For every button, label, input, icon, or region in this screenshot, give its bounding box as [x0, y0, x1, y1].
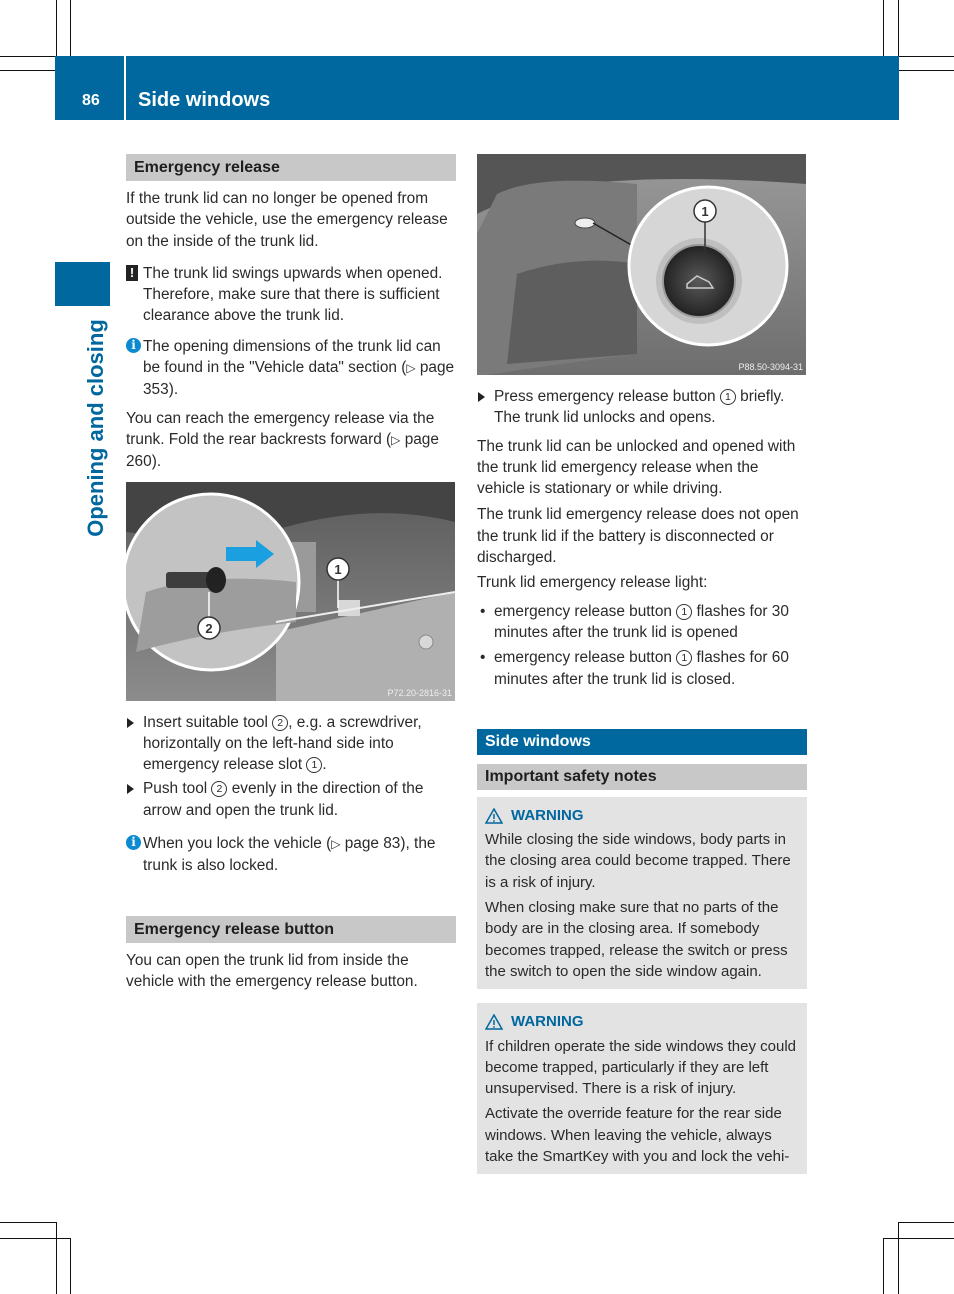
bullet-icon: • — [480, 649, 486, 667]
caution-text: The trunk lid swings upwards when opened. Therefore, make sure that there is sufficient clearance above the trunk lid. — [143, 264, 443, 325]
callout-1-ref: 1 — [720, 389, 736, 405]
crop-mark — [0, 70, 56, 71]
warning-label: WARNING — [511, 806, 584, 824]
crop-mark — [883, 0, 884, 56]
chapter-tab — [55, 262, 110, 306]
trunk-release-slot-photo — [126, 482, 455, 701]
page-reference-link[interactable]: page 260 — [126, 430, 439, 471]
page-title: Side windows — [138, 89, 271, 111]
list-item: • emergency release button 1 flashes for 60 minutes after the trunk lid is closed. — [480, 649, 789, 688]
step-arrow-icon — [478, 392, 485, 402]
section-heading-side-windows: Side windows — [477, 729, 807, 755]
crop-mark — [56, 0, 57, 56]
warning-header — [485, 805, 799, 826]
caution-note — [126, 263, 456, 327]
callout-2-ref: 2 — [211, 781, 227, 797]
callout-1-ref: 1 — [306, 757, 322, 773]
warning-triangle-icon — [485, 1014, 503, 1030]
step-arrow-icon — [127, 718, 134, 728]
callout-2: 2 — [205, 620, 213, 636]
list-item: • emergency release button 1 flashes for 30 minutes after the trunk lid is opened — [480, 602, 789, 641]
left-column — [126, 154, 456, 992]
crop-mark — [898, 56, 954, 57]
photo-code: P88.50-3094-31 — [738, 362, 803, 372]
info-icon: i — [126, 835, 141, 850]
callout-1: 1 — [334, 561, 342, 577]
warning-label: WARNING — [511, 1013, 584, 1031]
warning-text: When closing make sure that no parts of the body are in the closing area. If somebody becomes trapped, release the switch or press the switch to open the side window again. — [485, 899, 788, 980]
paragraph: If the trunk lid can no longer be opened from outside the vehicle, use the emergency release on the inside of the trunk lid. — [126, 190, 448, 250]
paragraph: You can open the trunk lid from inside the vehicle with the emergency release button. — [126, 951, 418, 990]
instruction-step: Push tool 2 evenly in the direction of the arrow and open the trunk lid. — [126, 778, 456, 821]
crop-mark — [898, 1222, 954, 1223]
info-icon: i — [126, 338, 141, 353]
callout-1-ref: 1 — [676, 650, 692, 666]
crop-mark — [0, 1238, 70, 1239]
section-heading-important-safety-notes: Important safety notes — [477, 764, 807, 790]
paragraph: You can reach the emergency release via the trunk. Fold the rear backrests forward (▷ page 260). — [126, 409, 439, 471]
page-number: 86 — [82, 92, 100, 109]
paragraph: The trunk lid can be unlocked and opened with the trunk lid emergency release when the vehicle is stationary or while driving. — [477, 437, 796, 498]
info-note: i When you lock the vehicle (▷ page 83), the trunk is also locked. — [126, 833, 456, 877]
right-column — [477, 154, 807, 1174]
crop-mark — [898, 70, 954, 71]
warning-box — [477, 1003, 807, 1174]
crop-mark — [0, 56, 56, 57]
crop-mark — [56, 1222, 57, 1294]
photo-code: P72.20-2816-31 — [387, 687, 452, 698]
warning-text: While closing the side windows, body parts in the closing area could become trapped. There is a risk of injury. — [485, 831, 791, 891]
emergency-release-button-photo — [477, 154, 806, 375]
instruction-step: Insert suitable tool 2 , e.g. a screwdriver, horizontally on the left-hand side into emergency release slot 1 . — [126, 712, 456, 776]
instruction-step: Press emergency release button 1 briefly. The trunk lid unlocks and opens. — [477, 386, 807, 429]
warning-header — [485, 1011, 799, 1032]
bullet-icon: • — [480, 602, 486, 620]
section-heading-emergency-release-button: Emergency release button — [126, 916, 456, 943]
page-ref-triangle-icon: ▷ — [331, 837, 341, 852]
page-ref-triangle-icon: ▷ — [406, 361, 416, 376]
callout-2-ref: 2 — [272, 715, 288, 731]
callout-1: 1 — [701, 204, 709, 219]
warning-box — [477, 797, 807, 989]
info-note: i The opening dimensions of the trunk lid can be found in the "Vehicle data" section (▷ page 353). — [126, 336, 456, 401]
warning-triangle-icon — [485, 808, 503, 824]
paragraph: Trunk lid emergency release light: — [477, 574, 708, 592]
crop-mark — [898, 0, 899, 56]
header-divider — [124, 56, 126, 120]
crop-mark — [883, 1238, 954, 1239]
page-reference-link[interactable]: page 83 — [344, 835, 401, 853]
step-arrow-icon — [127, 784, 134, 794]
warning-text: Activate the override feature for the rear side windows. When leaving the vehicle, always take the SmartKey with you and lock the vehi- — [485, 1105, 790, 1166]
crop-mark — [898, 1222, 899, 1294]
crop-mark — [883, 1238, 884, 1294]
warning-text: If children operate the side windows they could become trapped, particularly if they are left unsupervised. There is a risk of injury. — [485, 1037, 797, 1098]
crop-mark — [70, 1238, 71, 1294]
exclamation-icon: ! — [126, 265, 138, 281]
callout-1-ref: 1 — [676, 604, 692, 620]
crop-mark — [70, 0, 71, 56]
page-ref-triangle-icon: ▷ — [391, 432, 401, 447]
crop-mark — [0, 1222, 56, 1223]
page-reference-link[interactable]: page 353 — [143, 359, 455, 399]
chapter-label: Opening and closing — [83, 319, 108, 537]
section-heading-emergency-release: Emergency release — [126, 154, 456, 181]
paragraph: The trunk lid emergency release does not open the trunk lid if the battery is disconnected or discharged. — [477, 506, 799, 567]
